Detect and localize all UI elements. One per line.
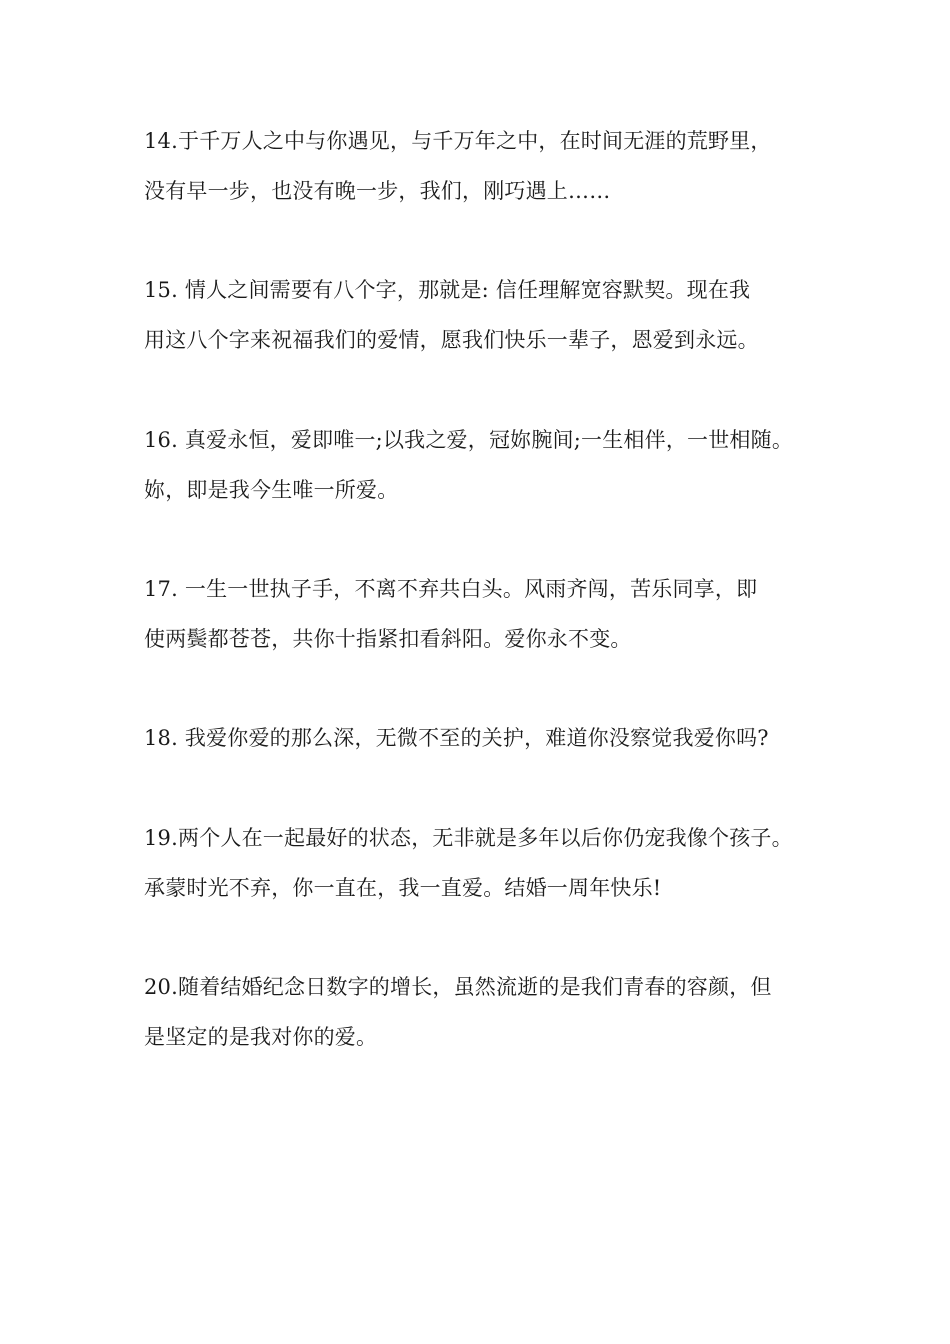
entry-line: 15. 情人之间需要有八个字，那就是: 信任理解宽容默契。现在我 xyxy=(144,278,751,302)
entry-line: 14.于千万人之中与你遇见，与千万年之中，在时间无涯的荒野里， xyxy=(144,129,772,153)
entry-line: 20.随着结婚纪念日数字的增长，虽然流逝的是我们青春的容颜，但 xyxy=(144,975,772,999)
entry-line: 18. 我爱你爱的那么深，无微不至的关护，难道你没察觉我爱你吗? xyxy=(144,726,769,750)
entry-line: 17. 一生一世执子手，不离不弃共白头。风雨齐闯，苦乐同享，即 xyxy=(144,577,758,601)
entry-16 xyxy=(144,415,834,515)
entry-20 xyxy=(144,962,834,1062)
entry-17 xyxy=(144,564,834,664)
entry-18 xyxy=(144,713,834,763)
entry-line: 16. 真爱永恒，爱即唯一;以我之爱，冠妳腕间;一生相伴，一世相随。 xyxy=(144,428,794,452)
entry-19 xyxy=(144,813,834,913)
entry-line: 没有早一步，也没有晚一步，我们，刚巧遇上…… xyxy=(144,179,611,203)
entry-line: 妳，即是我今生唯一所爱。 xyxy=(144,478,399,502)
entry-line: 使两鬓都苍苍，共你十指紧扣看斜阳。爱你永不变。 xyxy=(144,627,632,651)
entry-14 xyxy=(144,116,834,216)
entry-line: 用这八个字来祝福我们的爱情，愿我们快乐一辈子，恩爱到永远。 xyxy=(144,328,759,352)
entry-line: 是坚定的是我对你的爱。 xyxy=(144,1025,378,1049)
entry-line: 承蒙时光不弃，你一直在，我一直爱。结婚一周年快乐! xyxy=(144,876,662,900)
entry-15 xyxy=(144,265,834,365)
entry-line: 19.两个人在一起最好的状态，无非就是多年以后你仍宠我像个孩子。 xyxy=(144,826,793,850)
